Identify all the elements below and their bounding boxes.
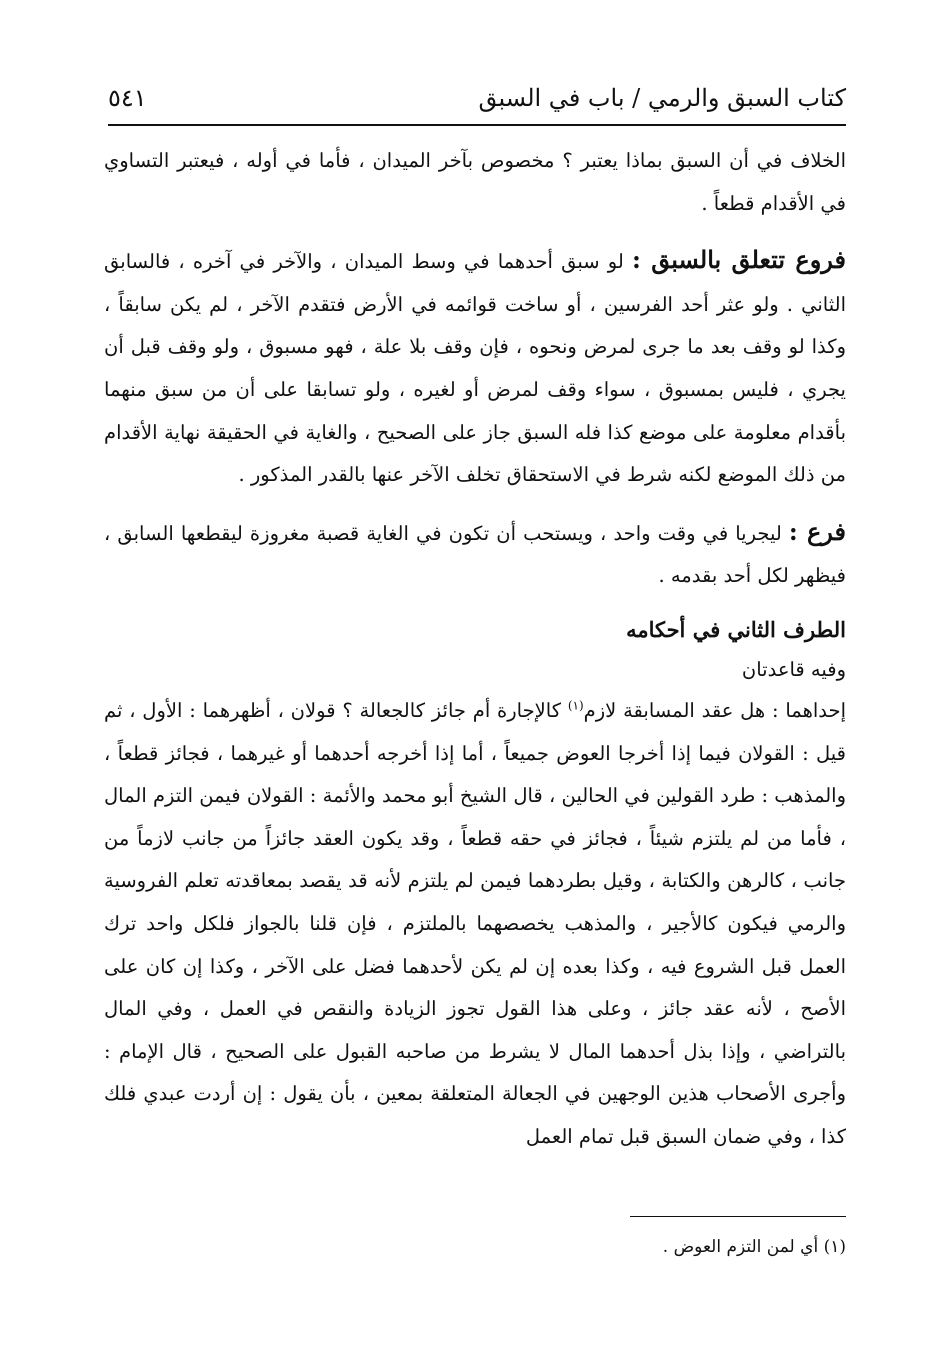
section-lead-far: فرع : <box>788 516 846 546</box>
section-heading: الطرف الثاني في أحكامه <box>626 616 846 642</box>
paragraph-2 <box>104 239 846 497</box>
main-text <box>104 140 846 1158</box>
paragraph-3 <box>104 511 846 598</box>
footnote-divider <box>630 1216 846 1217</box>
header-divider <box>108 124 846 126</box>
paragraph-4-rest: كالإجارة أم جائز كالجعالة ؟ قولان ، أظهرهما : الأول ، ثم قيل : القولان فيما إذا أخرجا العوض جميعاً ، أما إذا أخرجه أحدهما أو غيرهما ، فجائز قطعاً ، والمذهب : طرد القولين في الحالين ، قال الشيخ أبو محمد والأئمة : القولان فيمن التزم المال ، فأما من لم يلتزم شيئاً ، فجائز في حقه قطعاً ، وقد يكون العقد جائزاً من جانب لازماً من جانب ، كالرهن والكتابة ، وقيل بطردهما فيمن لم يلتزم لأنه قد يقصد بمعاقدته تعلم الفروسية والرمي فيكون كالأجير ، والمذهب يخصصهما بالملتزم ، فإن قلنا بالجواز فلكل واحد ترك العمل قبل الشروع فيه ، وكذا بعده إن لم يكن لأحدهما فضل على الآخر ، وكذا إن كان على الأصح ، لأنه عقد جائز ، وعلى هذا القول تجوز الزيادة والنقص في العمل ، وفي المال بالتراضي ، وإذا بذل أحدهما المال لا يشرط من صاحبه القبول على الصحيح ، قال الإمام : وأجرى الأصحاب هذين الوجهين في الجعالة المتعلقة بمعين ، بأن يقول : إن أردت عبدي فلك كذا ، وفي ضمان السبق قبل تمام العمل <box>104 698 846 1148</box>
footnote: (١) أي لمن التزم العوض . <box>662 1237 846 1257</box>
page-number: ٥٤١ <box>108 84 147 112</box>
running-header <box>108 82 846 122</box>
footnote-reference[interactable]: (١) <box>567 698 584 713</box>
section-lead-furu: فروع تتعلق بالسبق : <box>632 245 846 275</box>
chapter-title: كتاب السبق والرمي / باب في السبق <box>478 84 846 112</box>
paragraph-4-start: إحداهما : هل عقد المسابقة لازم <box>583 698 846 722</box>
paragraph-1: الخلاف في أن السبق بماذا يعتبر ؟ مخصوص بآخر الميدان ، فأما في أوله ، فيعتبر التساوي في الأقدام قطعاً . <box>104 149 846 215</box>
paragraph-3-text: ليجريا في وقت واحد ، ويستحب أن تكون في الغاية قصبة مغروزة ليقطعها السابق ، فيظهر لكل أحد بقدمه . <box>104 521 846 588</box>
paragraph-4 <box>104 690 846 1159</box>
section-subheading: وفيه قاعدتان <box>741 657 846 681</box>
paragraph-2-text: لو سبق أحدهما في وسط الميدان ، والآخر في آخره ، فالسابق الثاني . ولو عثر أحد الفرسين ، أو ساخت قوائمه في الأرض فتقدم الآخر ، لم يكن سابقاً ، وكذا لو وقف بعد ما جرى لمرض ونحوه ، فإن وقف بلا علة ، فهو مسبوق ، ولو وقف قبل أن يجري ، فليس بمسبوق ، سواء وقف لمرض أو لغيره ، ولو تسابقا على أن من سبق منهما بأقدام معلومة على موضع كذا فله السبق جاز على الصحيح ، والغاية في الحقيقة نهاية الأقدام من ذلك الموضع لكنه شرط في الاستحقاق تخلف الآخر عنها بالقدر المذكور . <box>104 250 847 487</box>
